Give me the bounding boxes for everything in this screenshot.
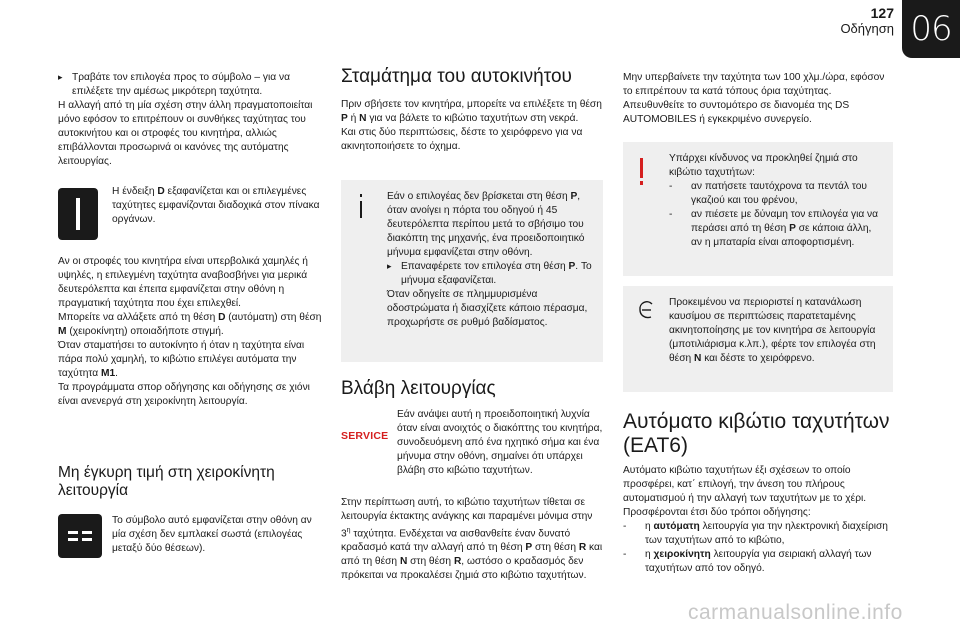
column-left bbox=[58, 71, 324, 169]
fault-text: Στην περίπτωση αυτή, το κιβώτιο ταχυτήτων τίθεται σε λειτουργία έκτακτης ανάγκης και παραμένει μόνιμα στην $3^\eta$ ταχύτητα. Ενδέχεται να αισθανθείτε έναν δυνατό κραδασμό κατά την αλλαγή από τη θέση P στη θέση R και από τη θέση N στη θέση R, ωστόσο ο κραδασμός δεν πρόκειται να προκαλέσει ζημιά στο κιβώτιο ταχυτήτων. bbox=[341, 497, 603, 582]
watermark: carmanualsonline.info bbox=[688, 601, 903, 624]
column-left-lower bbox=[58, 255, 324, 409]
warning-exclamation-icon bbox=[637, 158, 647, 191]
warning-box: Υπάρχει κίνδυνος να προκληθεί ζημιά στο κιβώτιο ταχυτήτων: - αν πατήσετε ταυτόχρονα τα πεντάλ του γκαζιού και του φρένου, - αν πιέσετε με δύναμη τον επιλογέα για να περάσει από τη θέση P σε κάποια άλλη, αν η μπαταρία είναι αποφορτισμένη. bbox=[623, 142, 893, 276]
eat6-text: Αυτόματο κιβώτιο ταχυτήτων έξι σχέσεων το οποίο προσφέρει, κατ΄ επιλογή, την άνεση του πλήρους αυτοματισμού ή την αλλαγή των ταχυτήτων με το χέρι. Προσφέρονται έτσι δύο τρόποι οδήγησης: - η αυτόματη λειτουργία για την ηλεκτρονική διαχείριση των ταχυτήτων από το κιβώτιο, - η χειροκίνητη λειτουργία για σειριακή αλλαγή των ταχυτήτων από τον οδηγό. bbox=[623, 464, 893, 576]
bullet-minus bbox=[58, 71, 324, 99]
info-icon bbox=[355, 194, 367, 223]
eco-leaf-icon bbox=[637, 300, 655, 327]
warning-item: - αν πατήσετε ταυτόχρονα τα πεντάλ του γκαζιού και του φρένου, bbox=[669, 181, 867, 206]
service-warning-icon: SERVICE bbox=[341, 430, 389, 442]
stopping-text: Πριν σβήσετε τον κινητήρα, μπορείτε να επιλέξετε τη θέση P ή N για να βάλετε το κιβώτιο ταχυτήτων στη νεκρά. Και στις δύο περιπτώσεις, δέστε το χειρόφρενο για να ακινητοποιήσετε το όχημα. bbox=[341, 99, 602, 152]
paragraph: Μπορείτε να αλλάξετε από τη θέση D (αυτόματη) στη θέση M (χειροκίνητη) οποιαδήποτε στιγμή. bbox=[58, 312, 322, 337]
paragraph: Τα προγράμματα σπορ οδήγησης και οδήγησης σε χιόνι είναι ανενεργά στη χειροκίνητη λειτουργία. bbox=[58, 382, 310, 407]
mode-item: - η χειροκίνητη λειτουργία για σειριακή αλλαγή των ταχυτήτων από τον οδηγό. bbox=[623, 549, 872, 574]
column-right-top: Μην υπερβαίνετε την ταχύτητα των 100 χλμ./ώρα, εφόσον το επιτρέπουν τα κατά τόπους όρια ταχύτητας. Απευθυνθείτε το συντομότερο σε διανομέα της DS AUTOMOBILES ή εγκεκριμένο συνεργείο. bbox=[623, 72, 885, 125]
paragraph: Αν οι στροφές του κινητήρα είναι υπερβολικά χαμηλές ή υψηλές, η επιλεγμένη ταχύτητα αναβοσβήνει για μερικά δευτερόλεπτα και έπειτα εμφανίζεται στην οθόνη η πραγματική ταχύτητα που έχει επιλεχθεί. bbox=[58, 256, 308, 309]
info-box-selector: Εάν ο επιλογέας δεν βρίσκεται στη θέση P, όταν ανοίγει η πόρτα του οδηγού ή 45 δευτερόλεπτα περίπου μετά το σβήσιμο του διακόπτη της μηχανής, ένα προειδοποιητικό μήνυμα εμφανίζεται στην οθόνη. ▸ Επαναφέρετε τον επιλογέα στη θέση P. Το μήνυμα εξαφανίζεται. Όταν οδηγείτε σε πλημμυρισμένα οδοστρώματα ή διασχίζετε κάποιο πέρασμα, προχωρήστε σε ρυθμό βαδίσματος. bbox=[341, 180, 603, 362]
triangle-bullet-icon: ▸ bbox=[58, 73, 63, 83]
chapter-title: Οδήγηση bbox=[840, 21, 894, 36]
mode-item: - η αυτόματη λειτουργία για την ηλεκτρονική διαχείριση των ταχυτήτων από το κιβώτιο, bbox=[623, 521, 888, 546]
triangle-bullet-icon: ▸ bbox=[387, 262, 392, 272]
bullet-text: Τραβάτε τον επιλογέα προς το σύμβολο – για να επιλέξετε την αμέσως μικρότερη ταχύτητα. bbox=[72, 72, 290, 97]
heading-invalid-value: Μη έγκυρη τιμή στη χειροκίνητη λειτουργία bbox=[58, 464, 275, 499]
icon-d-description: Η ένδειξη D εξαφανίζεται και οι επιλεγμένες ταχύτητες εμφανίζονται διαδοχικά στον πίνακα οργάνων. bbox=[112, 186, 320, 225]
paragraph: Η αλλαγή από τη μία σχέση στην άλλη πραγματοποιείται μόνο εφόσον το επιτρέπουν οι συνθήκες ταχύτητας του αυτοκινήτου και οι στροφές του κινητήρα, αλλιώς επιβάλλονται προσωρινά οι κανόνες της αυτόματης λειτουργίας. bbox=[58, 100, 313, 167]
heading-stopping: Σταμάτημα του αυτοκινήτου bbox=[341, 66, 572, 87]
page-number: 127 bbox=[870, 5, 894, 21]
chapter-badge: 06 bbox=[902, 0, 960, 58]
invalid-gear-description: Το σύμβολο αυτό εμφανίζεται στην οθόνη αν μία σχέση δεν εμπλακεί σωστά (επιλογέας μεταξύ δύο θέσεων). bbox=[112, 515, 312, 554]
warning-item: - αν πιέσετε με δύναμη τον επιλογέα για να περάσει από τη θέση P σε κάποια άλλη, αν η μπαταρία είναι αποφορτισμένη. bbox=[669, 209, 879, 248]
info-bullet: ▸ Επαναφέρετε τον επιλογέα στη θέση P. Το μήνυμα εξαφανίζεται. bbox=[387, 261, 592, 286]
invalid-gear-icon bbox=[58, 514, 102, 558]
heading-fault: Βλάβη λειτουργίας bbox=[341, 378, 496, 399]
paragraph: Όταν σταματήσει το αυτοκίνητο ή όταν η ταχύτητα είναι πάρα πολύ χαμηλή, το κιβώτιο επιλέγει αυτόματα την ταχύτητα M1. bbox=[58, 340, 305, 379]
service-description: Εάν ανάψει αυτή η προειδοποιητική λυχνία όταν είναι ανοιχτός ο διακόπτης του κινητήρα, συνοδευόμενη από ένα ηχητικό σήμα και ένα μήνυμα στην οθόνη, σημαίνει ότι υπάρχει βλάβη στο κιβώτιο ταχυτήτων. bbox=[397, 409, 603, 476]
eco-box: Προκειμένου να περιοριστεί η κατανάλωση καυσίμου σε περιπτώσεις παρατεταμένης ακινητοποίησης με τον κινητήρα σε λειτουργία (μποτιλιάρισμα κ.λπ.), φέρτε τον επιλογέα στη θέση N και δέστε το χειρόφρενο. bbox=[623, 286, 893, 392]
gear-display-icon bbox=[58, 188, 98, 240]
heading-eat6: Αυτόματο κιβώτιο ταχυτήτων (EAT6) bbox=[623, 410, 890, 457]
